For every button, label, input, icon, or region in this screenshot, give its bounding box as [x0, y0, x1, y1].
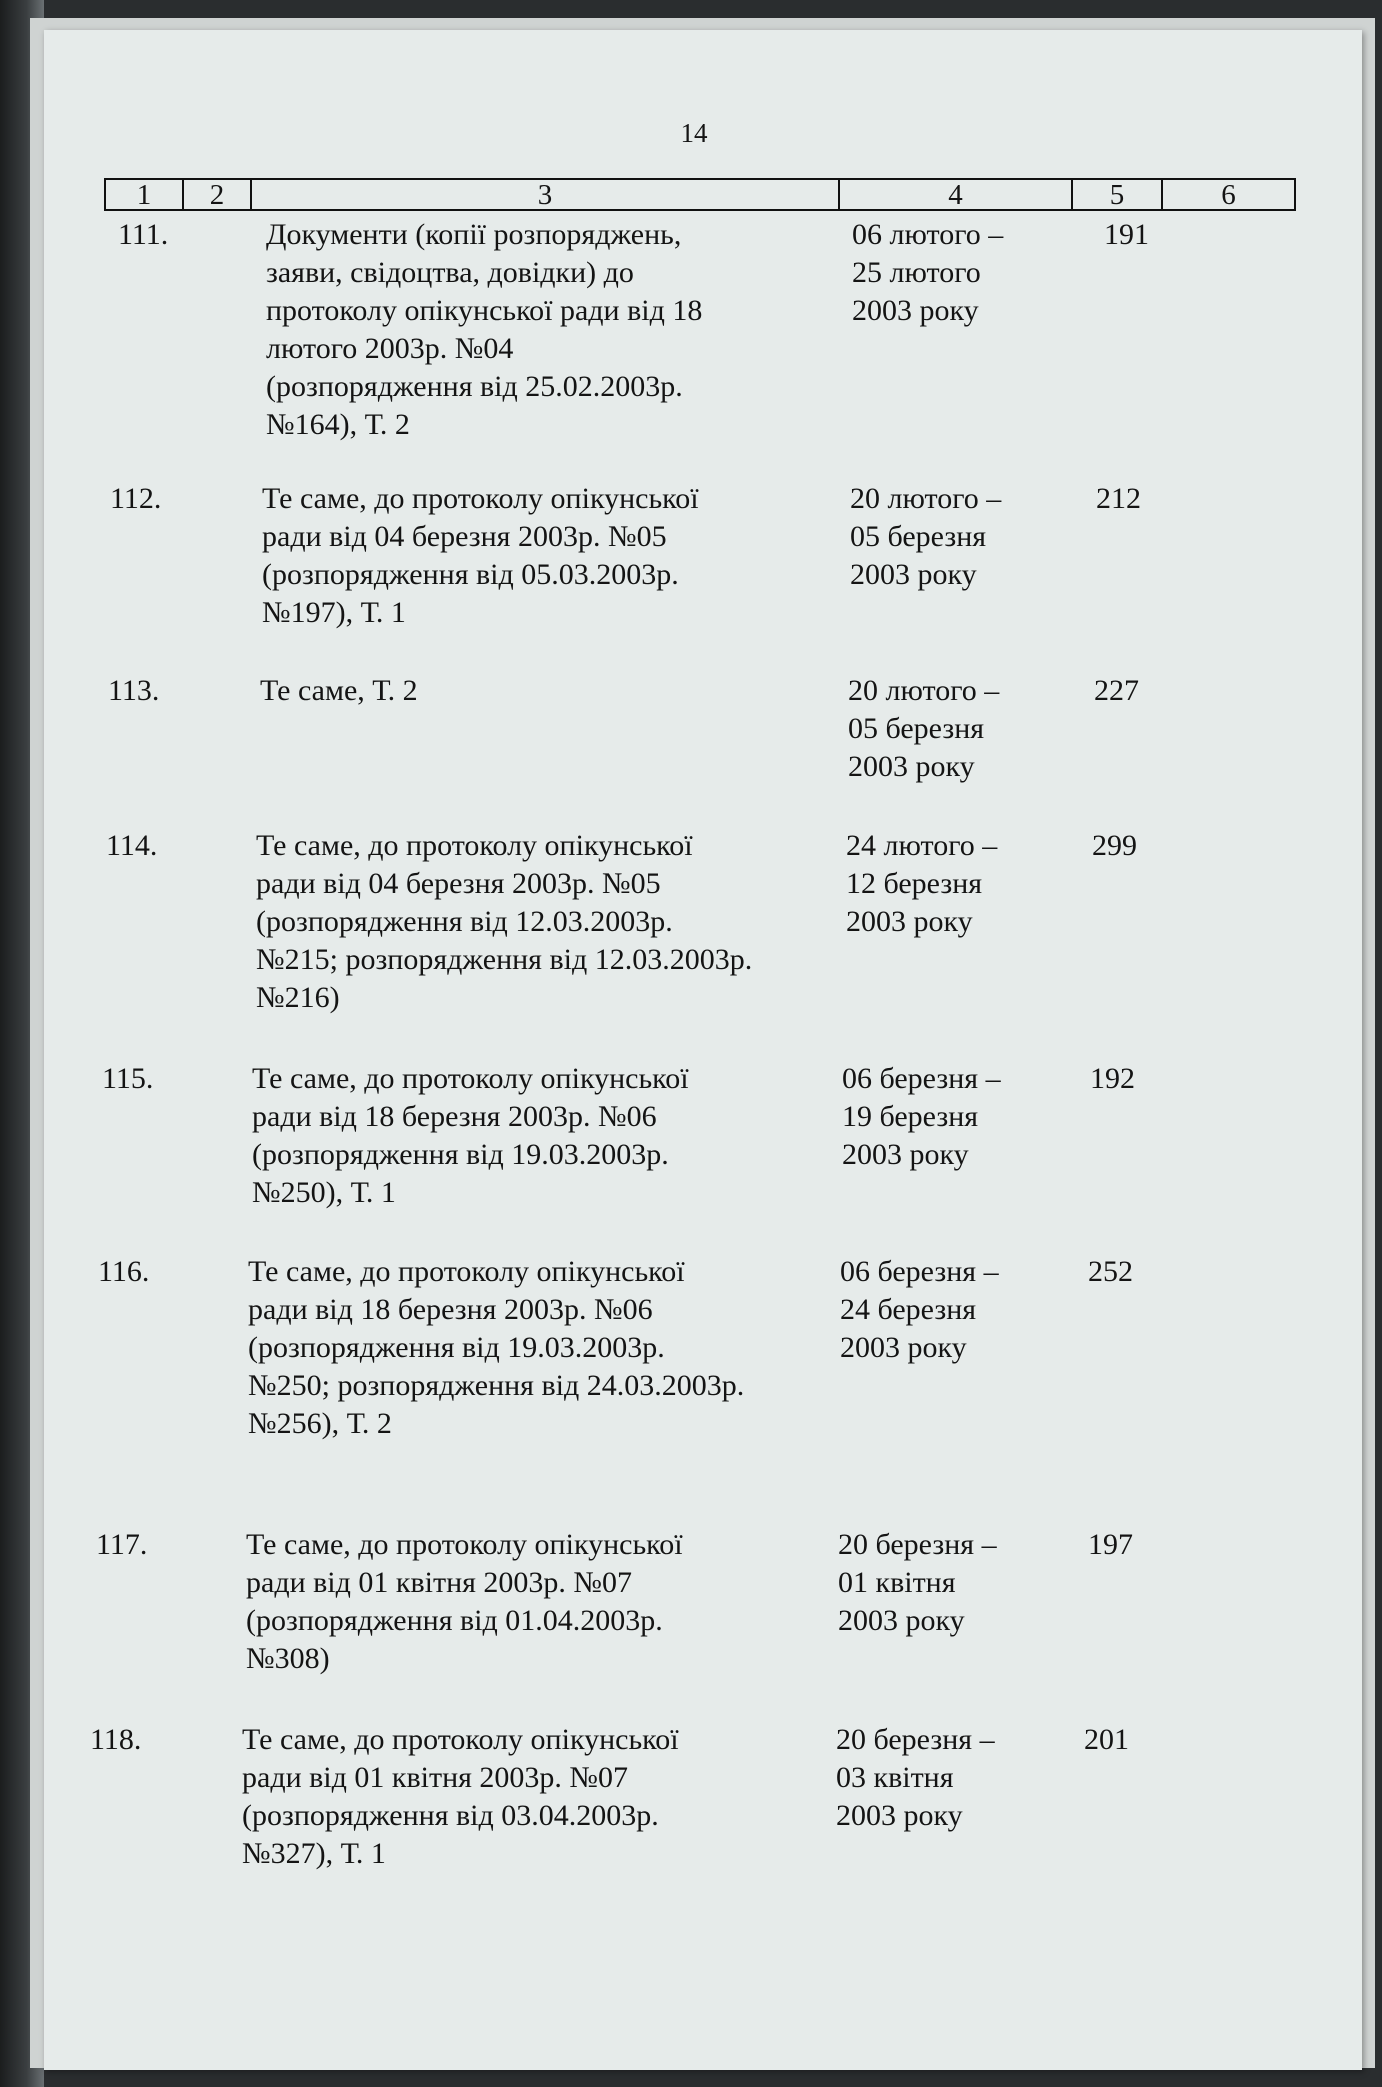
entry-sheet-count: 201: [1084, 1723, 1129, 1756]
column-header-5: 5: [1073, 180, 1163, 209]
description-line: №250; розпорядження від 24.03.2003р.: [248, 1369, 745, 1402]
date-line: 24 лютого –: [846, 829, 998, 862]
date-line: 2003 року: [846, 905, 973, 938]
entry-number: 116.: [98, 1255, 150, 1288]
entry-number: 111.: [118, 218, 169, 251]
description-line: №327), Т. 1: [242, 1837, 386, 1870]
column-header-6: 6: [1221, 179, 1236, 211]
description-line: №215; розпорядження від 12.03.2003р.: [256, 943, 753, 976]
date-line: 20 березня –: [836, 1723, 995, 1756]
description-line: ради від 01 квітня 2003р. №07: [242, 1761, 629, 1794]
date-line: 06 березня –: [840, 1255, 999, 1288]
document-page: [44, 30, 1362, 2070]
date-line: 01 квітня: [838, 1566, 956, 1599]
description-line: Те саме, до протоколу опікунської: [262, 482, 699, 515]
date-line: 05 березня: [848, 712, 985, 745]
entry-dates: [836, 1721, 1056, 1835]
date-line: 19 березня: [842, 1100, 979, 1133]
column-header-1: 1: [106, 180, 184, 209]
description-line: Те саме, до протоколу опікунської: [248, 1255, 685, 1288]
entry-dates: [838, 1526, 1058, 1640]
description-line: ради від 18 березня 2003р. №06: [252, 1100, 657, 1133]
entry-dates: [848, 672, 1068, 786]
description-line: (розпорядження від 19.03.2003р.: [248, 1331, 665, 1364]
entry-sheet-count: 299: [1092, 829, 1137, 862]
description-line: (розпорядження від 25.02.2003р.: [266, 370, 683, 403]
entry-dates: [842, 1060, 1062, 1174]
description-line: №256), Т. 2: [248, 1407, 392, 1440]
description-line: №197), Т. 1: [262, 596, 406, 629]
date-line: 20 лютого –: [848, 674, 1000, 707]
description-line: протоколу опікунської ради від 18: [266, 294, 703, 327]
page-number: 14: [680, 118, 708, 148]
date-line: 03 квітня: [836, 1761, 954, 1794]
description-line: (розпорядження від 12.03.2003р.: [256, 905, 673, 938]
description-line: Те саме, до протоколу опікунської: [242, 1723, 679, 1756]
description-line: (розпорядження від 05.03.2003р.: [262, 558, 679, 591]
entry-description: [260, 672, 820, 710]
description-line: (розпорядження від 19.03.2003р.: [252, 1138, 669, 1171]
entry-dates: [852, 216, 1072, 330]
description-line: Те саме, Т. 2: [260, 674, 418, 707]
description-line: Документи (копії розпоряджень,: [266, 218, 682, 251]
entry-description: [252, 1060, 812, 1212]
date-line: 25 лютого: [852, 256, 981, 289]
entry-description: [256, 827, 816, 1017]
date-line: 20 лютого –: [850, 482, 1002, 515]
description-line: заяви, свідоцтва, довідки) до: [266, 256, 634, 289]
date-line: 06 березня –: [842, 1062, 1001, 1095]
entry-description: [248, 1253, 808, 1443]
column-header-4: 4: [840, 180, 1073, 209]
description-line: (розпорядження від 03.04.2003р.: [242, 1799, 659, 1832]
column-header-2: 2: [184, 180, 252, 209]
entry-sheet-count: 227: [1094, 674, 1139, 707]
entry-description: [246, 1526, 806, 1678]
description-line: (розпорядження від 01.04.2003р.: [246, 1604, 663, 1637]
date-line: 2003 року: [842, 1138, 969, 1171]
description-line: Те саме, до протоколу опікунської: [256, 829, 693, 862]
date-line: 05 березня: [850, 520, 987, 553]
entry-description: [262, 480, 822, 632]
description-line: ради від 04 березня 2003р. №05: [256, 867, 661, 900]
entry-dates: [846, 827, 1066, 941]
date-line: 2003 року: [838, 1604, 965, 1637]
description-line: №216): [256, 981, 340, 1014]
entry-description: [266, 216, 826, 444]
date-line: 12 березня: [846, 867, 983, 900]
date-line: 2003 року: [840, 1331, 967, 1364]
description-line: Те саме, до протоколу опікунської: [246, 1528, 683, 1561]
entry-number: 115.: [102, 1062, 154, 1095]
description-line: ради від 01 квітня 2003р. №07: [246, 1566, 633, 1599]
date-line: 2003 року: [836, 1799, 963, 1832]
entry-dates: [850, 480, 1070, 594]
date-line: 2003 року: [850, 558, 977, 591]
description-line: №164), Т. 2: [266, 408, 410, 441]
column-header-3: 3: [252, 180, 840, 209]
description-line: №308): [246, 1642, 330, 1675]
date-line: 06 лютого –: [852, 218, 1004, 251]
date-line: 2003 року: [848, 750, 975, 783]
column-header-row: [104, 178, 1296, 211]
entry-number: 118.: [90, 1723, 142, 1756]
description-line: Те саме, до протоколу опікунської: [252, 1062, 689, 1095]
entry-number: 112.: [110, 482, 162, 515]
entry-sheet-count: 192: [1090, 1062, 1135, 1095]
date-line: 2003 року: [852, 294, 979, 327]
date-line: 24 березня: [840, 1293, 977, 1326]
description-line: ради від 18 березня 2003р. №06: [248, 1293, 653, 1326]
date-line: 20 березня –: [838, 1528, 997, 1561]
description-line: ради від 04 березня 2003р. №05: [262, 520, 667, 553]
entry-sheet-count: 212: [1096, 482, 1141, 515]
entry-sheet-count: 252: [1088, 1255, 1133, 1288]
entry-dates: [840, 1253, 1060, 1367]
entry-description: [242, 1721, 802, 1873]
entry-number: 113.: [108, 674, 160, 707]
description-line: лютого 2003р. №04: [266, 332, 514, 365]
entry-number: 114.: [106, 829, 158, 862]
description-line: №250), Т. 1: [252, 1176, 396, 1209]
entry-sheet-count: 191: [1104, 218, 1149, 251]
entry-number: 117.: [96, 1528, 148, 1561]
entry-sheet-count: 197: [1088, 1528, 1133, 1561]
